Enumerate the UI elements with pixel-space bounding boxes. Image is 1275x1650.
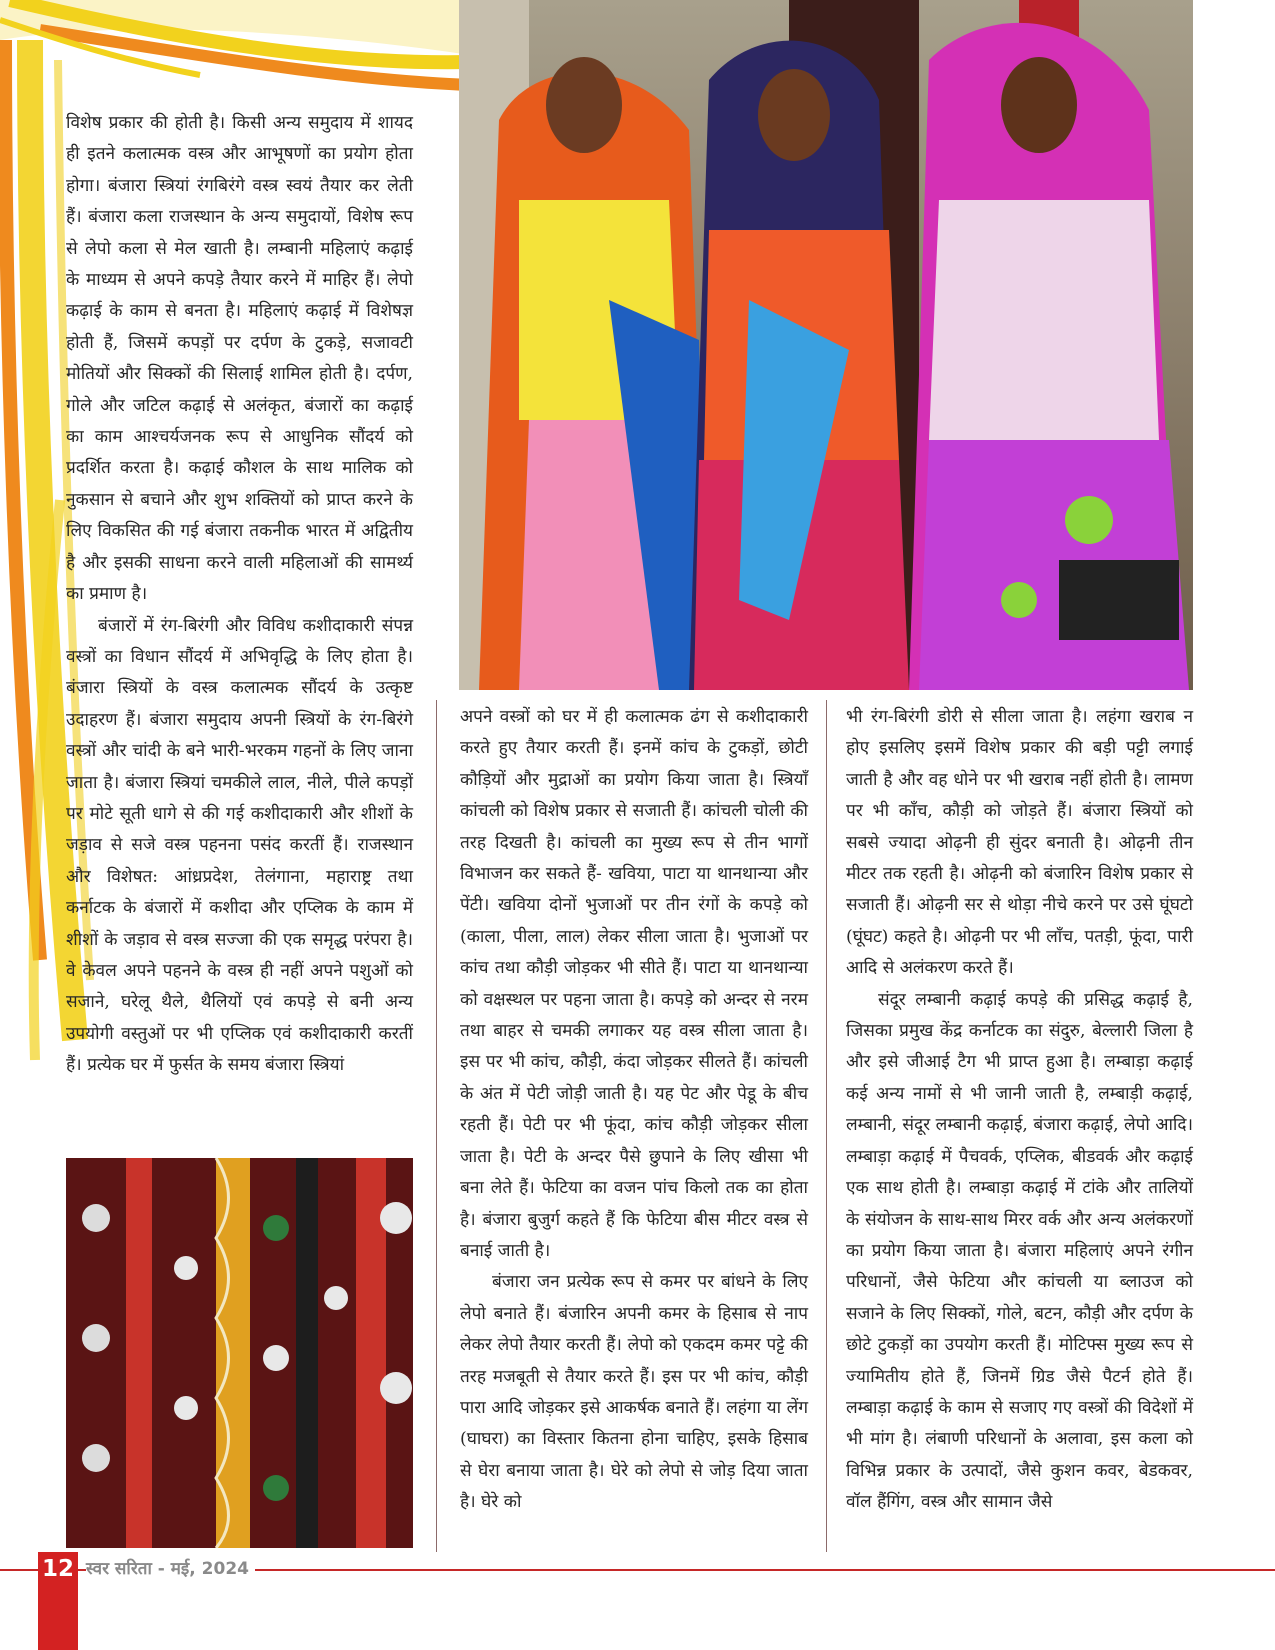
page-number: 12 <box>41 1556 74 1582</box>
column-divider <box>826 700 827 1552</box>
text-column-2 <box>460 702 808 1519</box>
paragraph: संदूर लम्बानी कढ़ाई कपड़े की प्रसिद्ध कढ़ाई है, जिसका प्रमुख केंद्र कर्नाटक का संदुरु, बेल्लारी जिला है और इसे जीआई टैग भी प्राप्त हुआ है। लम्बाड़ा कढ़ाई कई अन्य नामों से भी जानी जाती है, लम्बाड़ी कढ़ाई, लम्बानी, संदूर लम्बानी कढ़ाई, बंजारा कढ़ाई, लेपो आदि। लम्बाड़ा कढ़ाई में पैचवर्क, एप्लिक, बीडवर्क और कढ़ाई एक साथ होती है। लम्बाड़ा कढ़ाई में टांके और तालियों के संयोजन के साथ-साथ मिरर वर्क और अन्य अलंकरणों का प्रयोग किया जाता है। बंजारा महिलाएं अपने रंगीन परिधानों, जैसे फेटिया और कांचली या ब्लाउज को सजाने के लिए सिक्कों, गोले, बटन, कौड़ी और दर्पण के छोटे टुकड़ों का उपयोग करती हैं। मोटिफ्स मुख्य रूप से ज्यामितीय होते हैं, जिनमें ग्रिड जैसे पैटर्न होते हैं। लम्बाड़ा कढ़ाई के काम से सजाए गए वस्त्रों की विदेशों में भी मांग है। लंबाणी परिधानों के अलावा, इस कला को विभिन्न प्रकार के उत्पादों, जैसे कुशन कवर, बेडकवर, वॉल हैंगिंग, वस्त्र और सामान जैसे <box>846 989 1193 1513</box>
paragraph: बंजारा जन प्रत्येक रूप से कमर पर बांधने के लिए लेपो बनाते हैं। बंजारिन अपनी कमर के हिसाब से नाप लेकर लेपो तैयार करती हैं। लेपो को एकदम कमर पट्टे की तरह मजबूती से तैयार करते हैं। इस पर भी कांच, कौड़ी पारा आदि जोड़कर इसे आकर्षक बनाते हैं। लहंगा या लेंग (घाघरा) का विस्तार कितना होना चाहिए, इसके हिसाब से घेरा बनाया जाता है। घेरे को लेपो से जोड़ दिया जाता है। घेरे को <box>460 1272 808 1513</box>
paragraph: अपने वस्त्रों को घर में ही कलात्मक ढंग से कशीदाकारी करते हुए तैयार करती हैं। इनमें कांच के टुकड़ों, छोटी कौड़ियों और मुद्राओं का प्रयोग किया जाता है। स्त्रियाँ कांचली को विशेष प्रकार से सजाती हैं। कांचली चोली की तरह दिखती है। कांचली का मुख्य रूप से तीन भागों विभाजन कर सकते हैं- खविया, पाटा या थानथान्या और पेंटी। खविया दोनों भुजाओं पर तीन रंगों के कपड़े को (काला, पीला, लाल) लेकर सीला जाता है। भुजाओं पर कांच तथा कौड़ी जोड़कर भी सीते हैं। पाटा या थानथान्या को वक्षस्थल पर पहना जाता है। कपड़े को अन्दर से नरम तथा बाहर से चमकी लगाकर यह वस्त्र सीला जाता है। इस पर भी कांच, कौड़ी, कंदा जोड़कर सीलते हैं। कांचली के अंत में पेटी जोड़ी जाती है। यह पेट और पेडू के बीच रहती हैं। पेटी पर भी फूंदा, कांच कौड़ी जोड़कर सीला जाता है। पेटी के अन्दर पैसे छुपाने के लिए खीसा भी बना लेते हैं। फेटिया का वजन पांच किलो तक का होता है। बंजारा बुजुर्ग कहते हैं कि फेटिया बीस मीटर वस्त्र से बनाई जाती है। <box>460 707 808 1261</box>
paragraph: विशेष प्रकार की होती है। किसी अन्य समुदाय में शायद ही इतने कलात्मक वस्त्र और आभूषणों का प्रयोग होता होगा। बंजारा स्त्रियां रंगबिरंगे वस्त्र स्वयं तैयार कर लेती हैं। बंजारा कला राजस्थान के अन्य समुदायों, विशेष रूप से लेपो कला से मेल खाती है। लम्बानी महिलाएं कढ़ाई के माध्यम से अपने कपड़े तैयार करने में माहिर हैं। लेपो कढ़ाई के काम से बनता है। महिलाएं कढ़ाई में विशेषज्ञ होती हैं, जिसमें कपड़ों पर दर्पण के टुकड़े, सजावटी मोतियों और सिक्कों की सिलाई शामिल होती है। दर्पण, गोले और जटिल कढ़ाई से अलंकृत, बंजारों का कढ़ाई का काम आश्चर्यजनक रूप से आधुनिक सौंदर्य को प्रदर्शित करता है। कढ़ाई कौशल के साथ मालिक को नुकसान से बचाने और शुभ शक्तियों को प्राप्त करने के लिए विकसित की गई बंजारा तकनीक भारत में अद्वितीय है और इसकी साधना करने वाली महिलाओं की सामर्थ्य का प्रमाण है। <box>66 113 413 605</box>
paragraph: बंजारों में रंग-बिरंगी और विविध कशीदाकारी संपन्न वस्त्रों का विधान सौंदर्य में अभिवृद्धि के लिए होता है। बंजारा स्त्रियों के वस्त्र कलात्मक सौंदर्य के उत्कृष्ट उदाहरण हैं। बंजारा समुदाय अपनी स्त्रियों के रंग-बिरंगे वस्त्रों और चांदी के बने भारी-भरकम गहनों के लिए जाना जाता है। बंजारा स्त्रियां चमकीले लाल, नीले, पीले कपड़ों पर मोटे सूती धागे से की गई कशीदाकारी और शीशों के जड़ाव से सजे वस्त्र पहनना पसंद करतीं हैं। राजस्थान और विशेषत: आंध्रप्रदेश, तेलंगाना, महाराष्ट्र तथा कर्नाटक के बंजारों में कशीदा और एप्लिक के काम में शीशों के जड़ाव से वस्त्र सज्जा की एक समृद्ध परंपरा है। वे केवल अपने पहनने के वस्त्र ही नहीं अपने पशुओं को सजाने, घरेलू थैले, थैलियों एवं कपड़े से बनी अन्य उपयोगी वस्तुओं पर भी एप्लिक एवं कशीदाकारी करतीं हैं। प्रत्येक घर में फुर्सत के समय बंजारा स्त्रियां <box>66 615 413 1076</box>
footer-rule <box>0 1569 38 1571</box>
paragraph: भी रंग-बिरंगी डोरी से सीला जाता है। लहंगा खराब न होए इसलिए इसमें विशेष प्रकार की बड़ी पट्टी लगाई जाती है और वह धोने पर भी खराब नहीं होती है। लामण पर भी काँच, कौड़ी को जोड़ते हैं। बंजारा स्त्रियों को सबसे ज्यादा ओढ़नी ही सुंदर बनाती है। ओढ़नी तीन मीटर तक रहती है। ओढ़नी को बंजारिन विशेष प्रकार से सजाती हैं। ओढ़नी सर से थोड़ा नीचे करने पर उसे घूंघटो (घूंघट) कहते है। ओढ़नी पर भी लाँच, पतड़ी, फूंदा, पारी आदि से अलंकरण करते हैं। <box>846 707 1193 979</box>
mirror-embroidery-photo <box>66 1158 413 1548</box>
text-column-3 <box>846 702 1193 1519</box>
footer-rule <box>78 1569 1275 1571</box>
column-divider <box>436 700 437 1552</box>
text-column-1 <box>66 108 413 1082</box>
magazine-footer: स्वर सरिता - मई, 2024 <box>86 1553 255 1585</box>
banjara-women-photo <box>459 0 1193 690</box>
